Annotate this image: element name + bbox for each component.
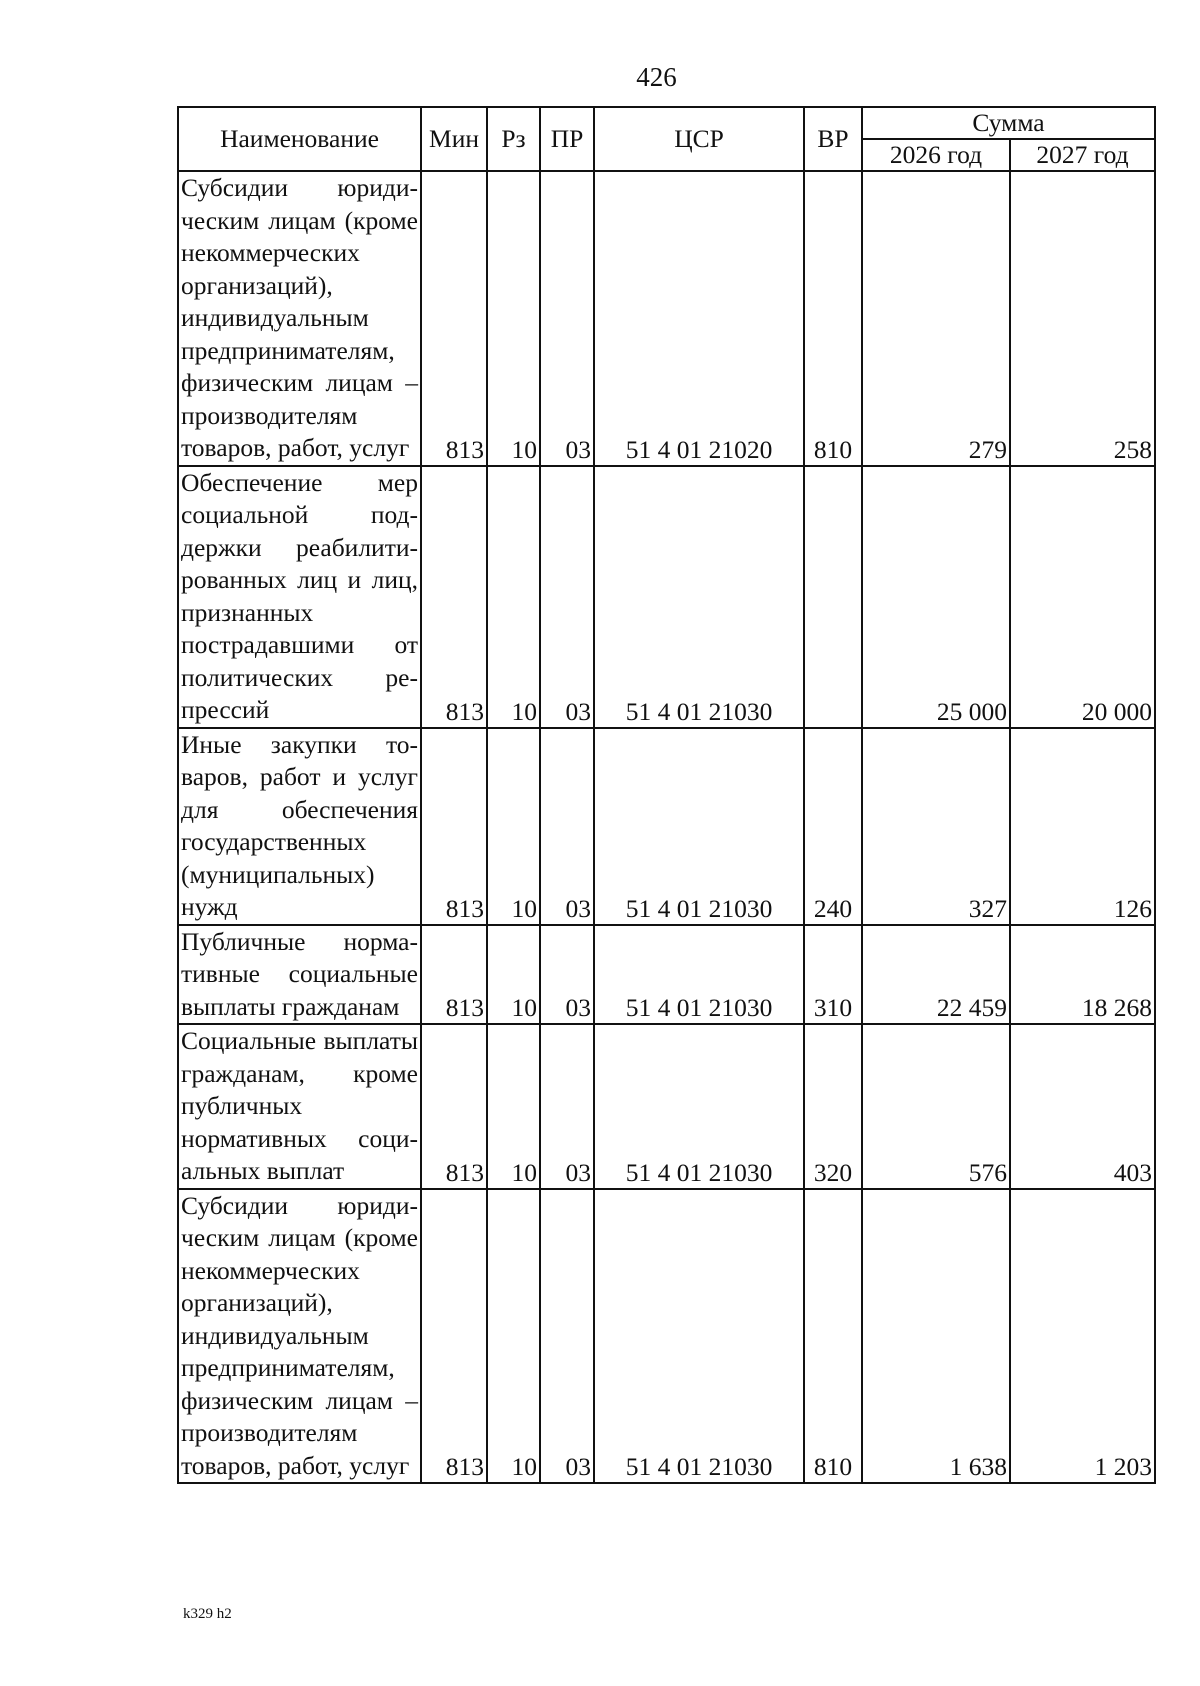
cell-rz: 10 [487, 925, 540, 1025]
cell-min: 813 [421, 466, 487, 728]
header-pr: ПР [540, 107, 594, 171]
cell-name: Иные закупки товаров, работ и услуг для обеспечения государственных (муниципальных) нужд [178, 728, 421, 925]
cell-pr: 03 [540, 925, 594, 1025]
cell-csr: 51 4 01 21020 [594, 171, 804, 466]
cell-pr: 03 [540, 1189, 594, 1484]
cell-min: 813 [421, 925, 487, 1025]
table-row [178, 171, 1155, 466]
cell-amount-2027: 18 268 [1010, 925, 1155, 1025]
table-body [178, 171, 1155, 1483]
header-name: Наименование [178, 107, 421, 171]
header-row [178, 107, 1155, 139]
cell-amount-2026: 1 638 [862, 1189, 1010, 1484]
cell-csr: 51 4 01 21030 [594, 1189, 804, 1484]
cell-rz: 10 [487, 171, 540, 466]
cell-vr: 810 [804, 171, 862, 466]
cell-name: Обеспечение мер социальной поддержки реабилитированных лиц и лиц, признанных пострадавшими от политических репрессий [178, 466, 421, 728]
cell-amount-2027: 20 000 [1010, 466, 1155, 728]
header-sum: Сумма [862, 107, 1155, 139]
cell-amount-2026: 327 [862, 728, 1010, 925]
cell-csr: 51 4 01 21030 [594, 466, 804, 728]
cell-name: Субсидии юридическим лицам (кроме некоммерческих организаций), индивидуальным предпринимателям, физическим лицам – производителям товаров, работ, услуг [178, 171, 421, 466]
header-vr: ВР [804, 107, 862, 171]
cell-vr: 810 [804, 1189, 862, 1484]
cell-pr: 03 [540, 171, 594, 466]
cell-rz: 10 [487, 1189, 540, 1484]
footer-code: k329 h2 [183, 1606, 232, 1622]
cell-amount-2027: 403 [1010, 1024, 1155, 1189]
cell-vr: 320 [804, 1024, 862, 1189]
cell-amount-2027: 1 203 [1010, 1189, 1155, 1484]
cell-vr [804, 466, 862, 728]
cell-amount-2026: 576 [862, 1024, 1010, 1189]
cell-pr: 03 [540, 1024, 594, 1189]
cell-amount-2027: 258 [1010, 171, 1155, 466]
cell-amount-2027: 126 [1010, 728, 1155, 925]
cell-csr: 51 4 01 21030 [594, 1024, 804, 1189]
cell-name: Публичные нормативные социальные выплаты гражданам [178, 925, 421, 1025]
cell-rz: 10 [487, 728, 540, 925]
table-row [178, 1189, 1155, 1484]
header-rz: Рз [487, 107, 540, 171]
cell-min: 813 [421, 1189, 487, 1484]
cell-min: 813 [421, 1024, 487, 1189]
cell-rz: 10 [487, 466, 540, 728]
table-row [178, 1024, 1155, 1189]
cell-name: Субсидии юридическим лицам (кроме некоммерческих организаций), индивидуальным предпринимателям, физическим лицам – производителям товаров, работ, услуг [178, 1189, 421, 1484]
cell-vr: 240 [804, 728, 862, 925]
cell-rz: 10 [487, 1024, 540, 1189]
table-row [178, 466, 1155, 728]
table-row [178, 925, 1155, 1025]
cell-vr: 310 [804, 925, 862, 1025]
header-min: Мин [421, 107, 487, 171]
cell-amount-2026: 22 459 [862, 925, 1010, 1025]
cell-pr: 03 [540, 728, 594, 925]
cell-min: 813 [421, 728, 487, 925]
header-year-2027: 2027 год [1010, 139, 1155, 171]
page-number: 426 [636, 62, 677, 92]
header-year-2026: 2026 год [862, 139, 1010, 171]
cell-csr: 51 4 01 21030 [594, 728, 804, 925]
budget-table [177, 106, 1156, 1484]
cell-csr: 51 4 01 21030 [594, 925, 804, 1025]
cell-amount-2026: 279 [862, 171, 1010, 466]
cell-pr: 03 [540, 466, 594, 728]
table-row [178, 728, 1155, 925]
cell-name: Социальные выплаты гражданам, кроме публичных нормативных социальных выплат [178, 1024, 421, 1189]
header-csr: ЦСР [594, 107, 804, 171]
cell-min: 813 [421, 171, 487, 466]
cell-amount-2026: 25 000 [862, 466, 1010, 728]
